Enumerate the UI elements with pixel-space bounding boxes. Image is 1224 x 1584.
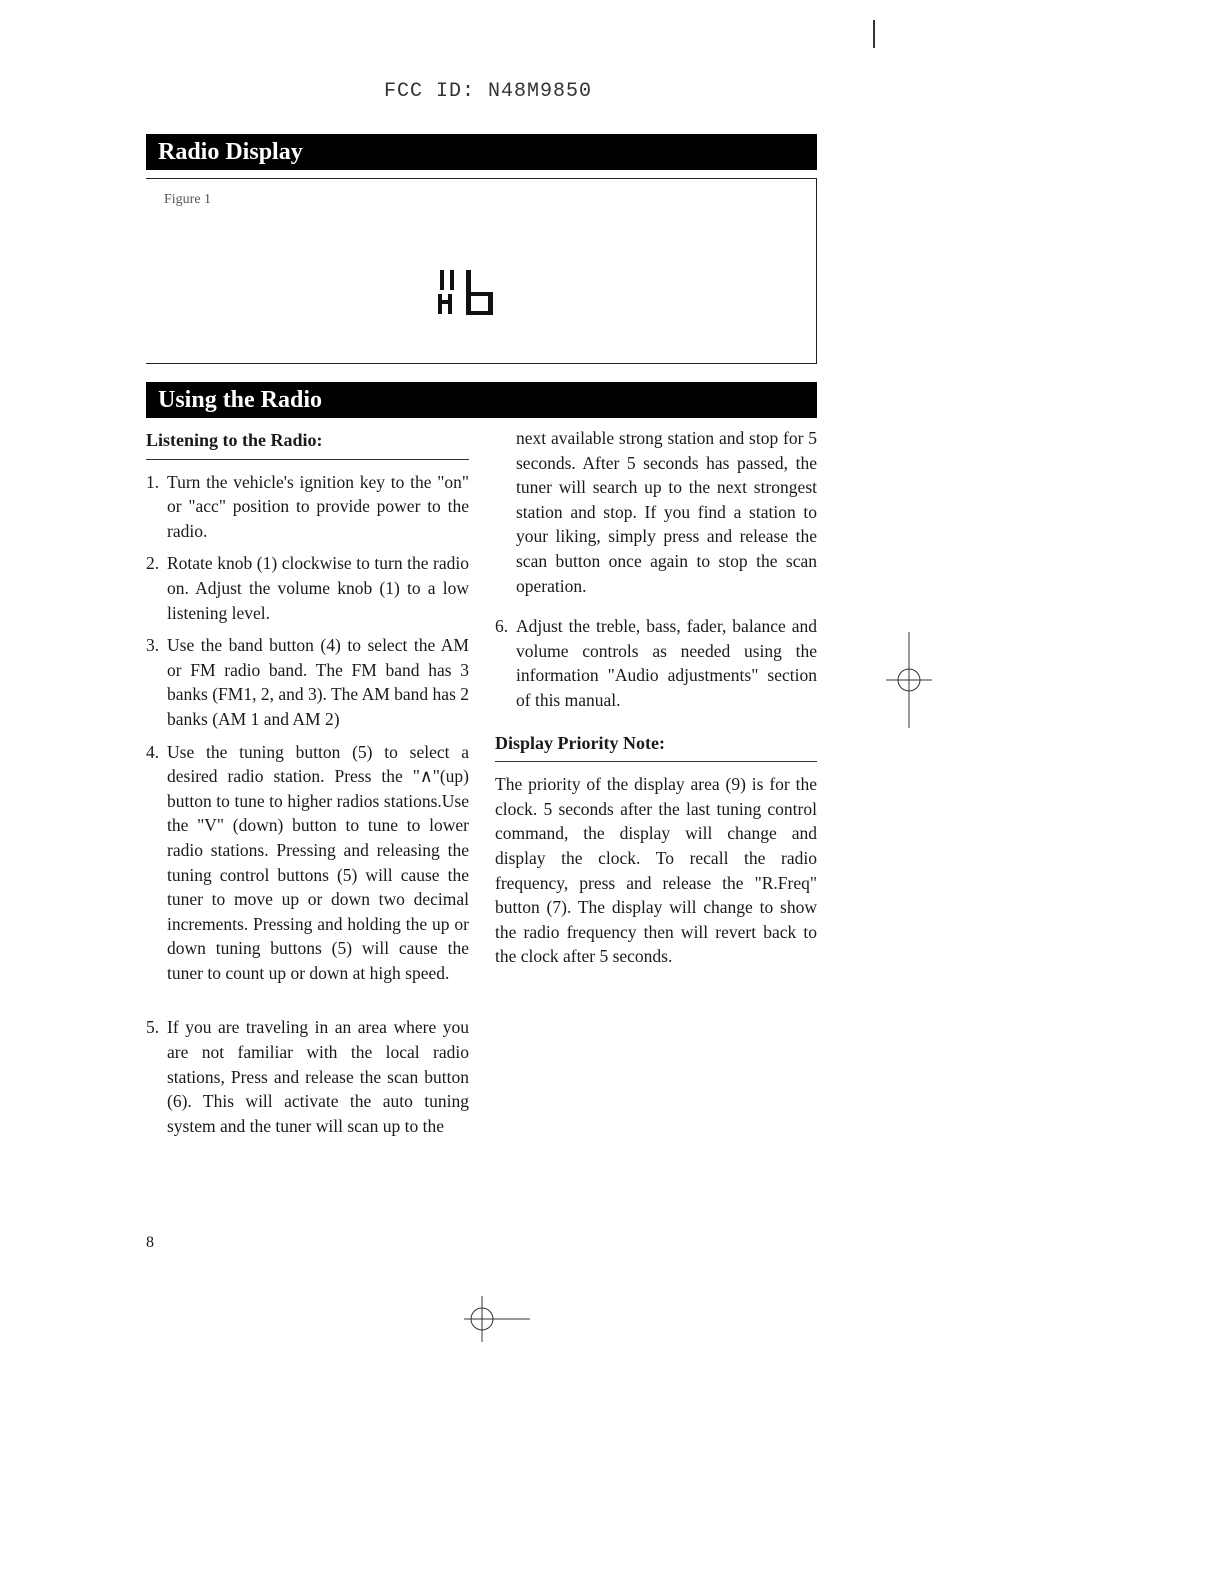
display-priority-text: The priority of the display area (9) is for the clock. 5 seconds after the last tuning control command, the display will change and display the clock. To recall the radio frequency, press and release the "R.Freq" button (7). The display will change to show the radio frequency then will revert back to the clock after 5 seconds. (495, 774, 817, 967)
list-item: 3. Use the band button (4) to select the AM or FM radio band. The FM band has 3 banks (FM1, 2, and 3). The AM band has 2 banks (AM 1 and AM 2) (146, 635, 470, 729)
list-item: 1. Turn the vehicle's ignition key to the "on" or "acc" position to provide power to the radio. (146, 471, 469, 541)
fcc-id: FCC ID: N48M9850 (384, 80, 593, 103)
section-title-radio-display: Radio Display (146, 134, 817, 170)
display-priority-heading: Display Priority Note: (495, 731, 817, 763)
list-item: 6. Adjust the treble, bass, fader, balance and volume controls as needed using the information "Audio adjustments" section of this manual. (495, 616, 817, 710)
segment-glyph-right (466, 270, 493, 315)
listening-heading: Listening to the Radio: (146, 428, 469, 460)
segment-display-icon (436, 266, 506, 322)
list-item: 4. Use the tuning button (5) to select a desired radio station. Press the "∧"(up) button to tune to higher radios stations.Use the "V" (down) button to tune to lower radio stations. Pressing and releasing the tuning control buttons (5) will cause the tuner to move up or down two decimal increments. Pressing and holding the up or down tuning buttons (5) will cause the tuner to count up or down at high speed. (146, 741, 469, 983)
segment-glyph-left (438, 270, 454, 314)
listening-steps (146, 470, 469, 1139)
registration-mark-bottom-icon (462, 1296, 532, 1342)
figure-label: Figure 1 (164, 192, 212, 207)
listening-steps-continued (495, 614, 817, 712)
step5-continuation: next available strong station and stop for 5 seconds. After 5 seconds has passed, the tuner will search up to the next strongest station and stop. If you find a station to your liking, simply press and release the scan button once again to stop the scan operation. (516, 428, 817, 596)
page-number: 8 (146, 1234, 154, 1251)
right-column (495, 426, 817, 969)
registration-mark-icon (884, 632, 934, 728)
crop-tick (873, 20, 875, 48)
list-item: 2. Rotate knob (1) clockwise to turn the radio on. Adjust the volume knob (1) to a low listening level. (146, 553, 469, 623)
list-item: 5. If you are traveling in an area where you are not familiar with the local radio stations, Press and release the scan button (6). This will activate the auto tuning system and the tuner will scan up to the (146, 1017, 469, 1136)
section-title-using-radio: Using the Radio (146, 382, 817, 418)
left-column (146, 428, 469, 1146)
